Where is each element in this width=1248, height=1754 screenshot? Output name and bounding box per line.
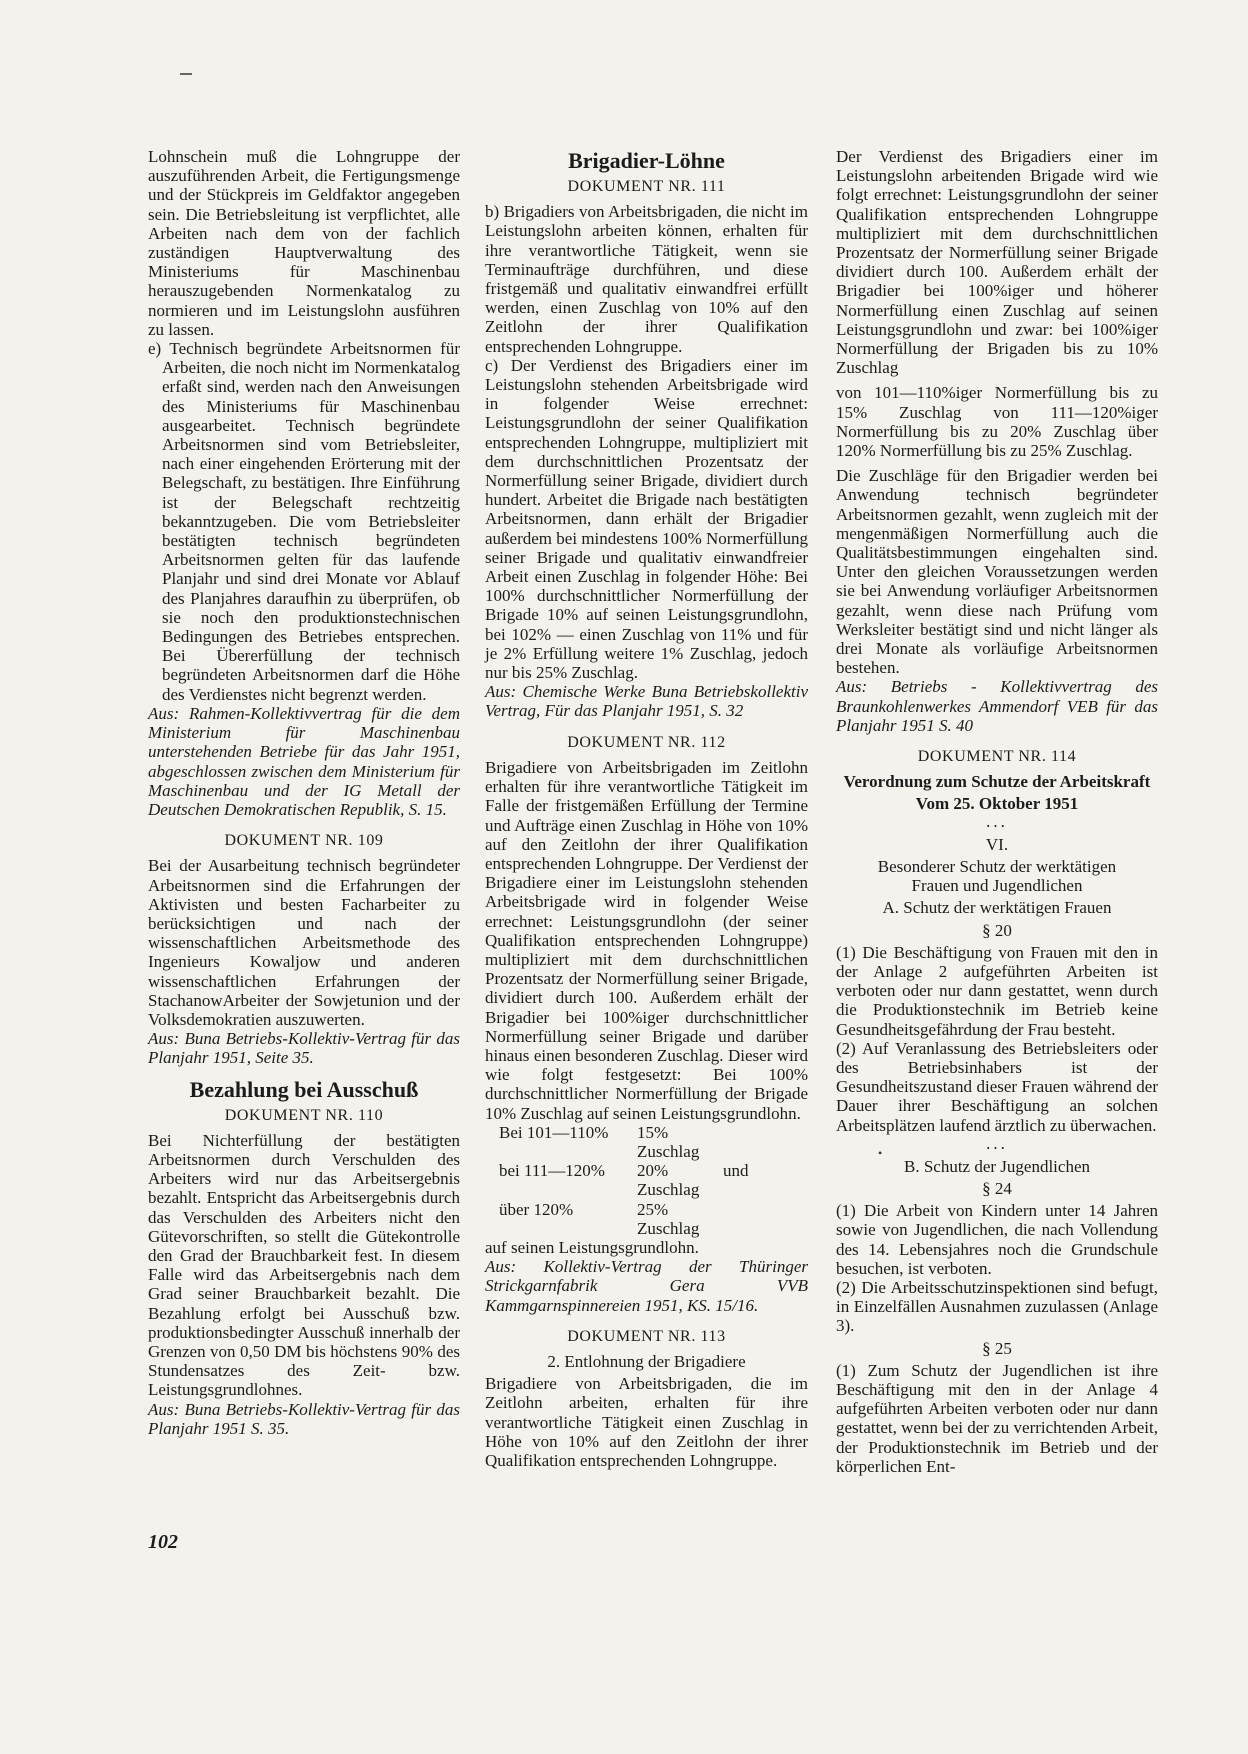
- source-citation: Aus: Kollektiv-Vertrag der Thüringer Strickgarnfabrik Gera VVB Kammgarnspinnereien 1951, KS. 15/16.: [485, 1257, 808, 1315]
- section-heading-brigadier: Brigadier-Löhne: [568, 148, 725, 173]
- paragraph-24: § 24: [982, 1178, 1012, 1198]
- rate-row: über 120% 25% Zuschlag: [499, 1199, 700, 1238]
- section-heading-ausschuss: Bezahlung bei Ausschuß: [189, 1076, 419, 1102]
- intro-text: Lohnschein muß die Lohngruppe der auszuführenden Arbeit, die Fertigungsmenge und der Stückpreis im Geldfaktor angegeben sein. Die Betriebsleitung ist verpflichtet, alle Arbeiten nach dem von der fachlich zuständigen Hauptverwaltung des Ministeriums für Maschinenbau herauszugebenden Normenkatalog zu normieren und im Leistungslohn ausführen zu lassen.: [148, 147, 460, 339]
- subsection-heading-a: A. Schutz der werktätigen Frauen: [882, 898, 1112, 918]
- source-citation: Aus: Buna Betriebs-Kollektiv-Vertrag für das Planjahr 1951 S. 35.: [148, 1399, 460, 1438]
- scan-mark-dash: [180, 73, 192, 75]
- column-1: [148, 147, 460, 1564]
- document-112-text: Brigadiere von Arbeitsbrigaden im Zeitlohn erhalten für ihre verantwortliche Tätigkeit im Falle der fristgemäßen Erfüllung der Termine und Aufträge einen Zuschlag in Höhe von 10% auf den Zeitlohn der ihrer Qualifikation entsprechenden Lohngruppe. Der Verdienst der Brigadiere einer im Leistungslohn stehenden Arbeitsbrigade wird in folgender Weise errechnet: Leistungsgrundlohn (der seiner Qualifikation entsprechenden Lohngruppe) multipliziert mit dem durchschnittlichen Prozentsatz der Normerfüllung seiner Brigade, dividiert durch 100. Außerdem erhält der Brigadier bei 100%iger durchschnittlicher Normerfüllung seiner Brigade und darüber hinaus einen besonderen Zuschlag. Dieser wird wie folgt festgesetzt: Bei 100% durchschnittlicher Normerfüllung der Brigade 10% Zuschlag auf seinen Leistungsgrundlohn.: [485, 757, 808, 1123]
- document-109-text: Bei der Ausarbeitung technisch begründeter Arbeitsnormen sind die Erfahrungen der Aktivisten und besten Facharbeiter zu berücksichtigen und nach der wissenschaftlichen Arbeitsmethode des Ingenieurs Kowaljow und anderen wissenschaftlichen Erfahrungen der StachanowArbeiter der Sowjetunion und der Volksdemokratien auszuwerten.: [148, 856, 460, 1029]
- document-113-text: Brigadiere von Arbeitsbrigaden, die im Zeitlohn arbeiten, erhalten für ihre verantwortliche Tätigkeit einen Zuschlag in Höhe von 10% auf den Zeitlohn der ihrer Qualifikation entsprechenden Lohngruppe.: [485, 1374, 808, 1470]
- ellipsis: ...: [986, 1133, 1008, 1153]
- document-heading-111: DOKUMENT NR. 111: [567, 178, 726, 195]
- paragraph-20-2: (2) Auf Veranlassung des Betriebsleiters oder des Betriebsinhabers ist der Gesundheitszustand dieser Frauen während der Dauer ihrer Beschäftigung an solchen Arbeitsplätzen laufend ärztlich zu überwachen.: [836, 1038, 1158, 1135]
- document-111-c-text: c) Der Verdienst des Brigadiers einer im Leistungslohn stehenden Arbeitsbrigade wird in folgender Weise errechnet: Leistungsgrundlohn der seiner Qualifikation entsprechenden Lohngruppe, multipliziert mit dem durchschnittlichen Prozentsatz der Normerfüllung seiner Brigade, dividiert durch hundert. Arbeitet die Brigade nach bestätigten Arbeitsnormen, dann erhält der Brigadier außerdem bei mindestens 100% Normerfüllung seiner Brigade und qualitativ einwandfreier Arbeit einen Zuschlag in folgender Höhe: Bei 100% durchschnittlicher Normerfüllung der Brigade 10% auf seinen Leistungsgrundlohn, bei 102% — einen Zuschlag von 11% und für je 2% Erfüllung weitere 1% Zuschlag, jedoch nur bis 25% Zuschlag.: [485, 355, 808, 683]
- rate-table-note: auf seinen Leistungsgrundlohn.: [485, 1237, 699, 1257]
- decree-date: Vom 25. Oktober 1951: [915, 793, 1079, 813]
- document-113-subtitle: 2. Entlohnung der Brigadiere: [547, 1351, 746, 1371]
- section-numeral: VI.: [985, 834, 1009, 854]
- rate-row: bei 111—120% 20% Zuschlag und: [499, 1161, 749, 1200]
- column-3: [836, 147, 1158, 1564]
- section-title: Frauen und Jugendlichen: [911, 876, 1083, 896]
- scan-mark-dot: •: [878, 1146, 883, 1160]
- source-citation: Aus: Betriebs - Kollektivvertrag des Braunkohlenwerkes Ammendorf VEB für das Planjahr 1951 S. 40: [836, 677, 1158, 735]
- document-111-b-text: b) Brigadiers von Arbeitsbrigaden, die nicht im Leistungslohn arbeiten können, erhalten für ihre verantwortliche Tätigkeit, wenn sie Terminaufträge durchführen, und diese fristgemäß und qualitativ einwandfrei erfüllt werden, einen Zuschlag von 10% auf den Zeitlohn der ihrer Qualifikation entsprechenden Lohngruppe.: [485, 202, 808, 356]
- rate-row: Bei 101—110% 15% Zuschlag: [499, 1122, 700, 1161]
- ellipsis: ...: [986, 811, 1008, 831]
- source-citation: Aus: Rahmen-Kollektivvertrag für die dem Ministerium für Maschinenbau unterstehenden Betriebe für das Jahr 1951, abgeschlossen zwischen dem Ministerium für Maschinenbau und der IG Metall der Deutschen Demokratischen Republik, S. 15.: [148, 703, 460, 819]
- surcharge-scale: von 101—110%iger Normerfüllung bis zu 15% Zuschlag von 111—120%iger Normerfüllung bis zu 20% Zuschlag über 120% Normerfüllung bis zu 25% Zuschlag.: [836, 383, 1158, 461]
- document-heading-114: DOKUMENT NR. 114: [917, 748, 1077, 766]
- source-citation: Aus: Buna Betriebs-Kollektiv-Vertrag für das Planjahr 1951, Seite 35.: [148, 1029, 460, 1068]
- document-heading-109: DOKUMENT NR. 109: [224, 832, 384, 850]
- item-e-text: e) Technisch begründete Arbeitsnormen für Arbeiten, die noch nicht im Normenkatalog erfaßt sind, werden nach den Anweisungen des Ministeriums für Maschinenbau ausgearbeitet. Technisch begründete Arbeitsnormen sind vom Betriebsleiter, nach einer eingehenden Erörterung mit der Belegschaft, zu bestätigen. Ihre Einführung ist der Belegschaft rechtzeitig bekanntzugeben. Die vom Betriebsleiter bestätigten technisch begründeten Arbeitsnormen gelten für das laufende Planjahr und sind drei Monate vor Ablauf des Planjahres daraufhin zu überprüfen, ob sie noch den produktionstechnischen Bedingungen des Betriebes entsprechen. Bei Übererfüllung der technisch begründeten Arbeitsnormen darf die Höhe des Verdienstes nicht begrenzt werden.: [148, 339, 460, 704]
- decree-title: Verordnung zum Schutze der Arbeitskraft: [843, 772, 1151, 792]
- column-2: [485, 147, 808, 1564]
- paragraph-24-2: (2) Die Arbeitsschutzinspektionen sind befugt, in Einzelfällen Ausnahmen zuzulassen (Anlage 3).: [836, 1277, 1158, 1336]
- paragraph-25-1: (1) Zum Schutz der Jugendlichen ist ihre Beschäftigung mit den in der Anlage 4 aufgeführten Arbeiten verboten oder nur dann gestattet, wenn bei der zu verrichtenden Arbeit, der Produktionstechnik im Betrieb und der körperlichen Ent-: [836, 1360, 1158, 1476]
- source-citation: Aus: Chemische Werke Buna Betriebskollektiv Vertrag, Für das Planjahr 1951, S. 32: [485, 682, 808, 721]
- section-title: Besonderer Schutz der werktätigen: [877, 856, 1117, 876]
- document-heading-113: DOKUMENT NR. 113: [567, 1327, 726, 1345]
- document-heading-112: DOKUMENT NR. 112: [567, 733, 726, 751]
- paragraph-24-1: (1) Die Arbeit von Kindern unter 14 Jahren sowie von Jugendlichen, die nach Vollendung des 14. Lebensjahres noch die Grundschule besuchen, ist verboten.: [836, 1201, 1158, 1278]
- document-110-text: Bei Nichterfüllung der bestätigten Arbeitsnormen durch Verschulden des Arbeiters wird nur das Arbeitsergebnis bezahlt. Entspricht das Arbeitsergebnis durch das Verschulden des Arbeiters nicht den Gütevorschriften, so stellt die Gütekontrolle den Grad der Brauchbarkeit fest. In diesem Falle wird das Arbeitsergebnis nach dem Grad seiner Brauchbarkeit bezahlt. Die Bezahlung erfolgt bei Ausschuß bzw. produktionsbedingter Ausschuß innerhalb der Grenzen von 0,50 DM bis höchstens 90% des Stundensatzes des Zeit- bzw. Leistungsgrundlohnes.: [148, 1130, 460, 1400]
- paragraph-25: § 25: [982, 1338, 1012, 1358]
- document-113-conditions: Die Zuschläge für den Brigadier werden bei Anwendung technisch begründeter Arbeitsnormen gezahlt, wenn zugleich mit der mengenmäßigen Normerfüllung auch die Qualitätsbestimmungen eingehalten sind. Unter den gleichen Voraussetzungen werden sie bei Anwendung vorläufiger Arbeitsnormen gezahlt, wenn diese nach Prüfung vom Werksleiter bestätigt sind und nicht länger als drei Monate als vorläufige Arbeitsnormen bestehen.: [836, 466, 1158, 678]
- document-113-continued: Der Verdienst des Brigadiers einer im Leistungslohn arbeitenden Brigade wird wie folgt errechnet: Leistungsgrundlohn der seiner Qualifikation entsprechenden Lohngruppe multipliziert mit dem durchschnittlichen Prozentsatz der Normerfüllung seiner Brigade dividiert durch 100. Außerdem erhält der Brigadier bei 100%iger und höherer Normerfüllung einen Zuschlag auf seinen Leistungsgrundlohn und zwar: bei 100%iger Normerfüllung der Brigaden bis zu 10% Zuschlag: [836, 147, 1158, 378]
- subsection-heading-b: B. Schutz der Jugendlichen: [903, 1156, 1090, 1176]
- document-heading-110: DOKUMENT NR. 110: [224, 1106, 384, 1124]
- paragraph-20-1: (1) Die Beschäftigung von Frauen mit den in der Anlage 2 aufgeführten Arbeiten ist verboten oder nur dann gestattet, wenn durch die Produktionstechnik im Betrieb keine Gesundheitsgefährdung der Frau besteht.: [836, 942, 1158, 1039]
- paragraph-20: § 20: [982, 920, 1012, 940]
- rate-table: [485, 1123, 808, 1238]
- page-number: 102: [148, 1531, 178, 1553]
